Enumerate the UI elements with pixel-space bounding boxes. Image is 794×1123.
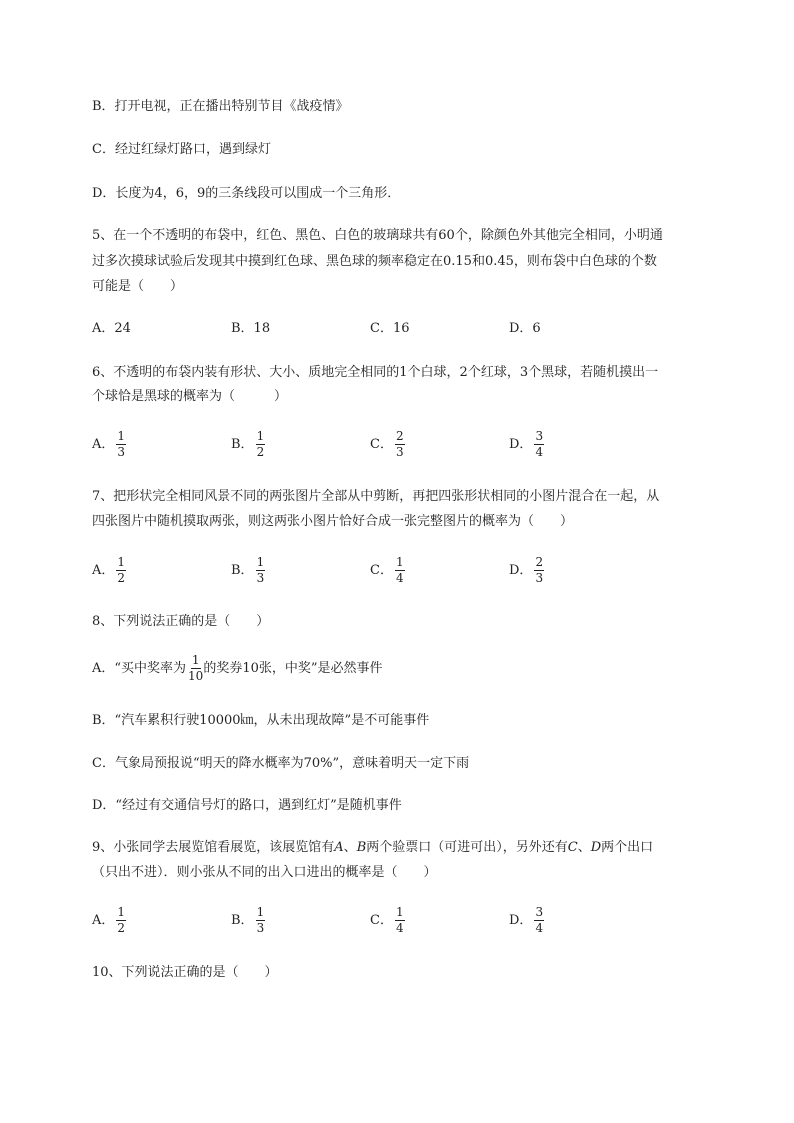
numerator: 1	[117, 555, 126, 569]
q8-option-a-text-pre: A．“买中奖率为	[92, 661, 187, 676]
q7-option-a	[92, 556, 126, 585]
fraction	[534, 430, 544, 459]
q5-option-a: A．24	[92, 321, 131, 336]
q8-option-a	[92, 654, 383, 683]
option-label: C．	[370, 913, 393, 928]
q5-stem-line-1: 5、在一个不透明的布袋中，红色、黑色、白色的玻璃球共有60个，除颜色外其他完全相同，小明通	[92, 228, 663, 243]
denominator: 4	[535, 445, 544, 459]
q5-option-c: C．16	[370, 321, 410, 336]
fraction	[534, 556, 544, 585]
denominator: 3	[256, 921, 265, 935]
fraction	[116, 556, 126, 585]
q7-stem-line-1: 7、把形状完全相同风景不同的两张图片全部从中剪断，再把四张形状相同的小图片混合在一起，从	[92, 489, 660, 504]
q8-option-a-text-post: 的奖券10张，中奖”是必然事件	[203, 661, 383, 676]
fraction	[256, 556, 266, 585]
option-label: C．	[370, 437, 393, 452]
q6-stem-line-1: 6、不透明的布袋内装有形状、大小、质地完全相同的1个白球，2个红球，3个黑球，若随机摸出一	[92, 365, 659, 380]
q6-option-d	[509, 430, 544, 459]
q5-stem-line-3: 可能是（ ）	[92, 279, 184, 294]
option-label: A．	[92, 437, 115, 452]
q5-stem-line-2: 过多次摸球试验后发现其中摸到红色球、黑色球的频率稳定在0.15和0.45，则布袋中白色球的个数	[92, 254, 657, 269]
numerator: 1	[256, 555, 265, 569]
q9-text-part: 两个验票口（可进可出），另外还有	[366, 840, 568, 855]
q9-option-d	[509, 906, 544, 935]
denominator: 2	[117, 571, 126, 585]
numerator: 1	[117, 905, 126, 919]
q8-option-b: B．“汽车累积行驶10000㎞，从未出现故障”是不可能事件	[92, 713, 430, 728]
option-label: B．	[231, 563, 254, 578]
var-d: D	[590, 840, 602, 855]
q9-text-part: 、	[577, 840, 591, 855]
q4-option-c: C．经过红绿灯路口，遇到绿灯	[92, 142, 271, 157]
option-label: A．	[92, 913, 115, 928]
option-label: D．	[509, 437, 533, 452]
numerator: 2	[395, 429, 404, 443]
fraction	[534, 906, 544, 935]
var-a: A	[334, 840, 344, 855]
q9-text-part: 两个出口	[601, 840, 654, 855]
denominator: 2	[117, 921, 126, 935]
numerator: 2	[535, 555, 544, 569]
numerator: 1	[191, 653, 200, 667]
q9-text-part: 、	[343, 840, 357, 855]
numerator: 1	[117, 429, 126, 443]
denominator: 4	[395, 571, 404, 585]
denominator: 3	[117, 445, 126, 459]
denominator: 4	[535, 921, 544, 935]
q9-option-b	[231, 906, 265, 935]
option-label: D．	[509, 913, 533, 928]
fraction	[256, 906, 266, 935]
var-b: B	[356, 840, 367, 855]
q8-option-c: C．气象局预报说“明天的降水概率为70%”，意味着明天一定下雨	[92, 756, 470, 771]
q9-stem-line-1	[92, 839, 653, 857]
fraction	[188, 654, 203, 683]
denominator: 3	[535, 571, 544, 585]
q5-option-d: D．6	[509, 321, 541, 336]
q7-option-d	[509, 556, 544, 585]
q6-option-c	[370, 430, 405, 459]
option-label: B．	[231, 437, 254, 452]
q9-option-c	[370, 906, 405, 935]
numerator: 3	[535, 905, 544, 919]
q9-text-part: 9、小张同学去展览馆看展览，该展览馆有	[92, 840, 335, 855]
q9-option-a	[92, 906, 126, 935]
q6-option-a	[92, 430, 126, 459]
fraction	[116, 906, 126, 935]
q9-stem-line-2: （只出不进）．则小张从不同的出入口进出的概率是（ ）	[92, 865, 437, 880]
option-label: C．	[370, 563, 393, 578]
denominator: 4	[395, 921, 404, 935]
fraction	[395, 906, 405, 935]
q6-option-b	[231, 430, 265, 459]
var-c: C	[567, 840, 578, 855]
numerator: 1	[256, 429, 265, 443]
q4-option-b: B．打开电视，正在播出特别节目《战疫情》	[92, 99, 349, 114]
q7-option-c	[370, 556, 405, 585]
option-label: D．	[509, 563, 533, 578]
q6-stem-line-2: 个球恰是黑球的概率为（ ）	[92, 389, 288, 404]
denominator: 2	[256, 445, 265, 459]
fraction	[256, 430, 266, 459]
q4-option-d: D．长度为4，6，9的三条线段可以围成一个三角形．	[92, 186, 401, 201]
q7-option-b	[231, 556, 265, 585]
q10-stem: 10、下列说法正确的是（ ）	[92, 965, 278, 980]
denominator: 10	[188, 669, 204, 683]
denominator: 3	[256, 571, 265, 585]
q8-stem: 8、下列说法正确的是（ ）	[92, 614, 270, 629]
q5-option-b: B．18	[231, 321, 271, 336]
fraction	[395, 556, 405, 585]
q7-stem-line-2: 四张图片中随机摸取两张，则这两张小图片恰好合成一张完整图片的概率为（ ）	[92, 514, 574, 529]
numerator: 1	[395, 905, 404, 919]
denominator: 3	[395, 445, 404, 459]
q8-option-d: D．“经过有交通信号灯的路口，遇到红灯”是随机事件	[92, 798, 402, 813]
numerator: 1	[395, 555, 404, 569]
fraction	[395, 430, 405, 459]
fraction	[116, 430, 126, 459]
numerator: 3	[535, 429, 544, 443]
option-label: A．	[92, 563, 115, 578]
option-label: B．	[231, 913, 254, 928]
numerator: 1	[256, 905, 265, 919]
